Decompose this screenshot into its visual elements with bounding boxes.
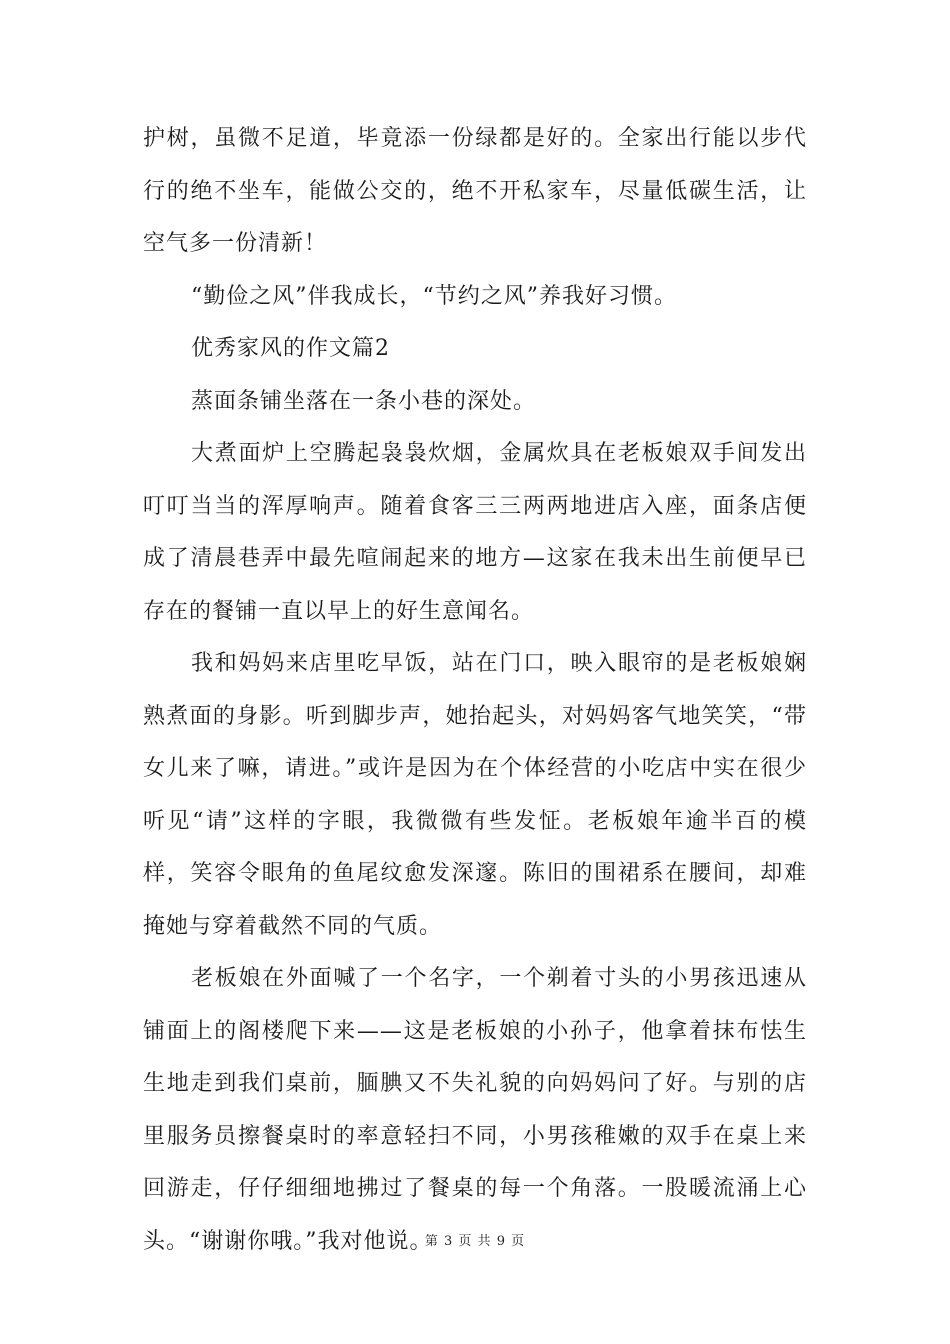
paragraph-continuation: 护树，虽微不足道，毕竟添一份绿都是好的。全家出行能以步代行的绝不坐车，能做公交的，绝不开私家车，尽量低碳生活，让空气多一份清新！	[143, 126, 807, 256]
paragraph-noodle-shop: 蒸面条铺坐落在一条小巷的深处。	[191, 388, 537, 414]
paragraph-stove: 大煮面炉上空腾起袅袅炊烟，金属炊具在老板娘双手间发出叮叮当当的浑厚响声。随着食客三三两两地进店入座，面条店便成了清晨巷弄中最先喧闹起来的地方—这家在我未出生前便早已存在的餐铺一直以早上的好生意闻名。	[143, 441, 807, 624]
document-body	[143, 113, 807, 1268]
essay-heading: 优秀家风的作文篇2	[191, 336, 390, 361]
paragraph-little-boy: 老板娘在外面喊了一个名字，一个剃着寸头的小男孩迅速从铺面上的阁楼爬下来——这是老板娘的小孙子，他拿着抹布怯生生地走到我们桌前，腼腆又不失礼貌的向妈妈问了好。与别的店里服务员擦餐桌时的率意轻扫不同，小男孩稚嫩的双手在桌上来回游走，仔仔细细地拂过了餐桌的每一个角落。一股暖流涌上心头。“谢谢你哦。”我对他说。	[143, 966, 807, 1254]
paragraph-frugality-slogan: “勤俭之风”伴我成长，“节约之风”养我好习惯。	[191, 283, 677, 309]
page-number-footer: 第 3 页 共 9 页	[424, 1234, 526, 1249]
paragraph-breakfast: 我和妈妈来店里吃早饭，站在门口，映入眼帘的是老板娘娴熟煮面的身影。听到脚步声，她抬起头，对妈妈客气地笑笑，“带女儿来了嘛，请进。”或许是因为在个体经营的小吃店中实在很少听见“请”这样的字眼，我微微有些发怔。老板娘年逾半百的模样，笑容令眼角的鱼尾纹愈发深邃。陈旧的围裙系在腰间，却难掩她与穿着截然不同的气质。	[143, 651, 807, 939]
